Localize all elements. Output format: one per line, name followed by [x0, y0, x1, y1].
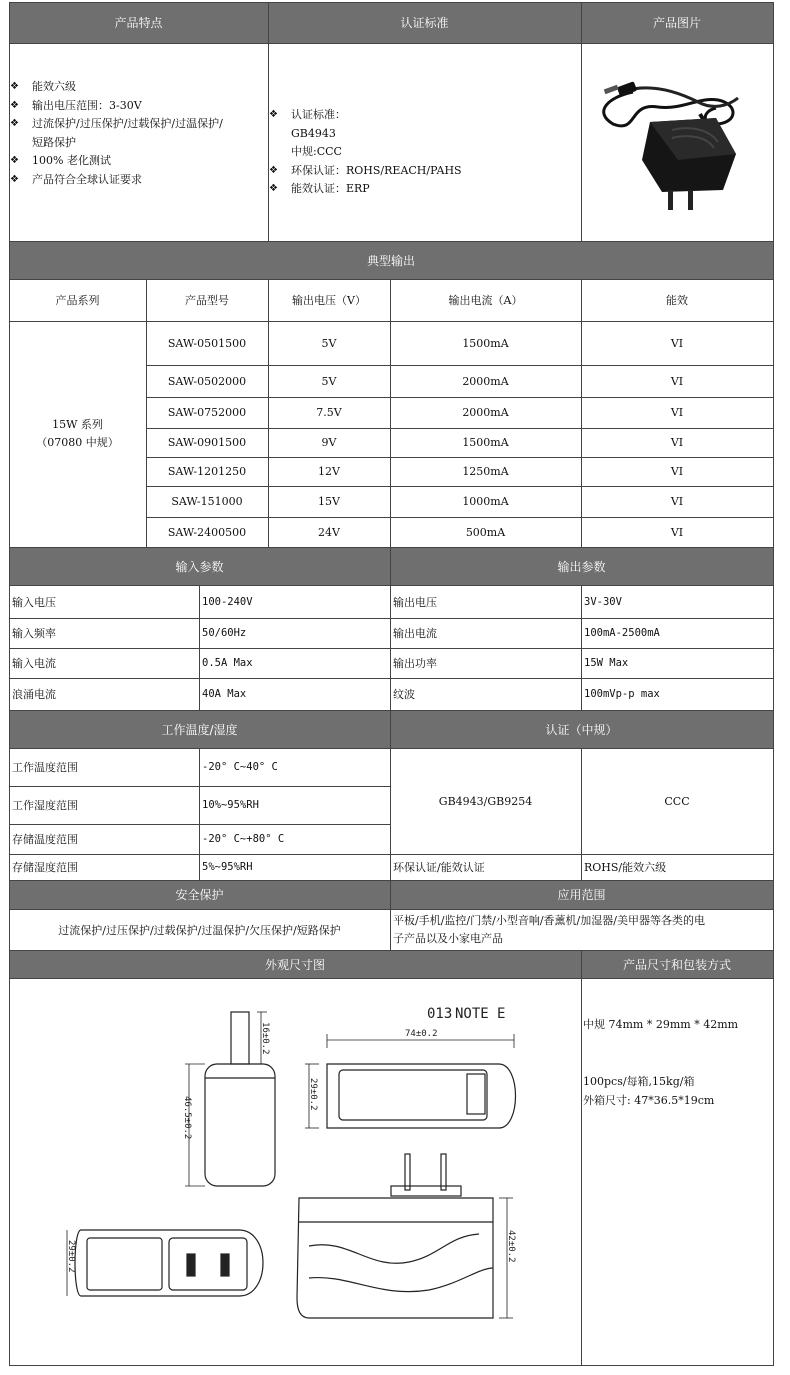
list-item: ❖ 能效六级 [10, 80, 76, 93]
series-cell: 15W 系列 （07080 中规） [36, 418, 119, 449]
packing-info: 中规 74mm * 29mm * 42mm 100pcs/每箱,15kg/箱 外箱尺寸: 47*36.5*19cm [583, 1018, 739, 1107]
dim-front: 29±0.2 [66, 1240, 76, 1273]
temp-humidity-header: 工作温度/湿度 [9, 710, 390, 748]
env-label: 工作湿度范围 [12, 799, 78, 812]
side-body-shape [205, 1064, 275, 1186]
packing-header: 产品尺寸和包装方式 [581, 950, 773, 978]
features-header: 产品特点 [9, 2, 268, 43]
application-text: 平板/手机/监控/门禁/小型音响/香薰机/加湿器/美甲器等各类的电 子产品以及小家电产品 [393, 914, 705, 945]
mirror-label-e: E [497, 1006, 506, 1022]
col-header-current: 输出电流（A） [448, 294, 523, 307]
col-header-efficiency: 能效 [666, 294, 688, 307]
typical-output-header: 典型输出 [9, 241, 773, 279]
env-value: 5%~95%RH [202, 861, 253, 873]
list-item: 短路保护 [32, 135, 76, 149]
env-label: 存储湿度范围 [12, 861, 78, 874]
certification-list: ❖ 认证标准： GB4943 中规:CCC ❖ 环保认证：ROHS/REACH/PAHS ❖ 能效认证：ERP [269, 108, 462, 195]
pin-shape [231, 1012, 249, 1064]
adapter-product-image [588, 62, 748, 222]
drawing-header: 外观尺寸图 [9, 950, 581, 978]
dimension-drawing [9, 978, 581, 1366]
cert-mark: CCC [664, 794, 690, 808]
application-header: 应用范围 [390, 880, 773, 909]
list-item: ❖ 输出电压范围：3-30V [10, 98, 142, 112]
mirror-label: NOTE [455, 1006, 489, 1022]
list-item: ❖ 100% 老化测试 [10, 154, 111, 167]
env-label: 工作温度范围 [12, 761, 78, 774]
list-item: ❖ 过流保护/过压保护/过载保护/过温保护/ [10, 117, 223, 130]
side2-body-shape [297, 1198, 493, 1318]
env-cert-label: 环保认证/能效认证 [393, 861, 485, 874]
cert-cn-header: 认证（中规） [390, 710, 773, 748]
features-list [10, 78, 268, 189]
env-value: -20° C~40° C [202, 761, 278, 773]
safety-header: 安全保护 [9, 880, 390, 909]
certification-header: 认证标准 [268, 2, 581, 43]
dim-height: 46.5±0.2 [182, 1096, 192, 1140]
cert-standard: GB4943/GB9254 [438, 794, 533, 808]
col-header-series: 产品系列 [55, 294, 100, 307]
dim-length: 74±0.2 [405, 1029, 438, 1039]
env-cert-value: ROHS/能效六级 [584, 861, 667, 874]
dim-pin: 16±0.2 [260, 1022, 270, 1055]
safety-text: 过流保护/过压保护/过载保护/过温保护/欠压保护/短路保护 [58, 923, 341, 937]
env-value: -20° C~+80° C [202, 833, 285, 845]
env-value: 10%~95%RH [202, 799, 259, 811]
mirror-label-prefix: 013 [427, 1006, 453, 1022]
list-item: ❖ 产品符合全球认证要求 [10, 172, 142, 186]
output-params-header: 输出参数 [390, 547, 773, 585]
env-label: 存储温度范围 [12, 833, 78, 846]
dim-width: 29±0.2 [308, 1078, 318, 1111]
product-image-header: 产品图片 [581, 2, 773, 43]
col-header-model: 产品型号 [185, 294, 229, 307]
input-params-header: 输入参数 [9, 547, 390, 585]
dim-depth: 42±0.2 [506, 1230, 516, 1263]
col-header-voltage: 输出电压（V） [292, 294, 366, 307]
